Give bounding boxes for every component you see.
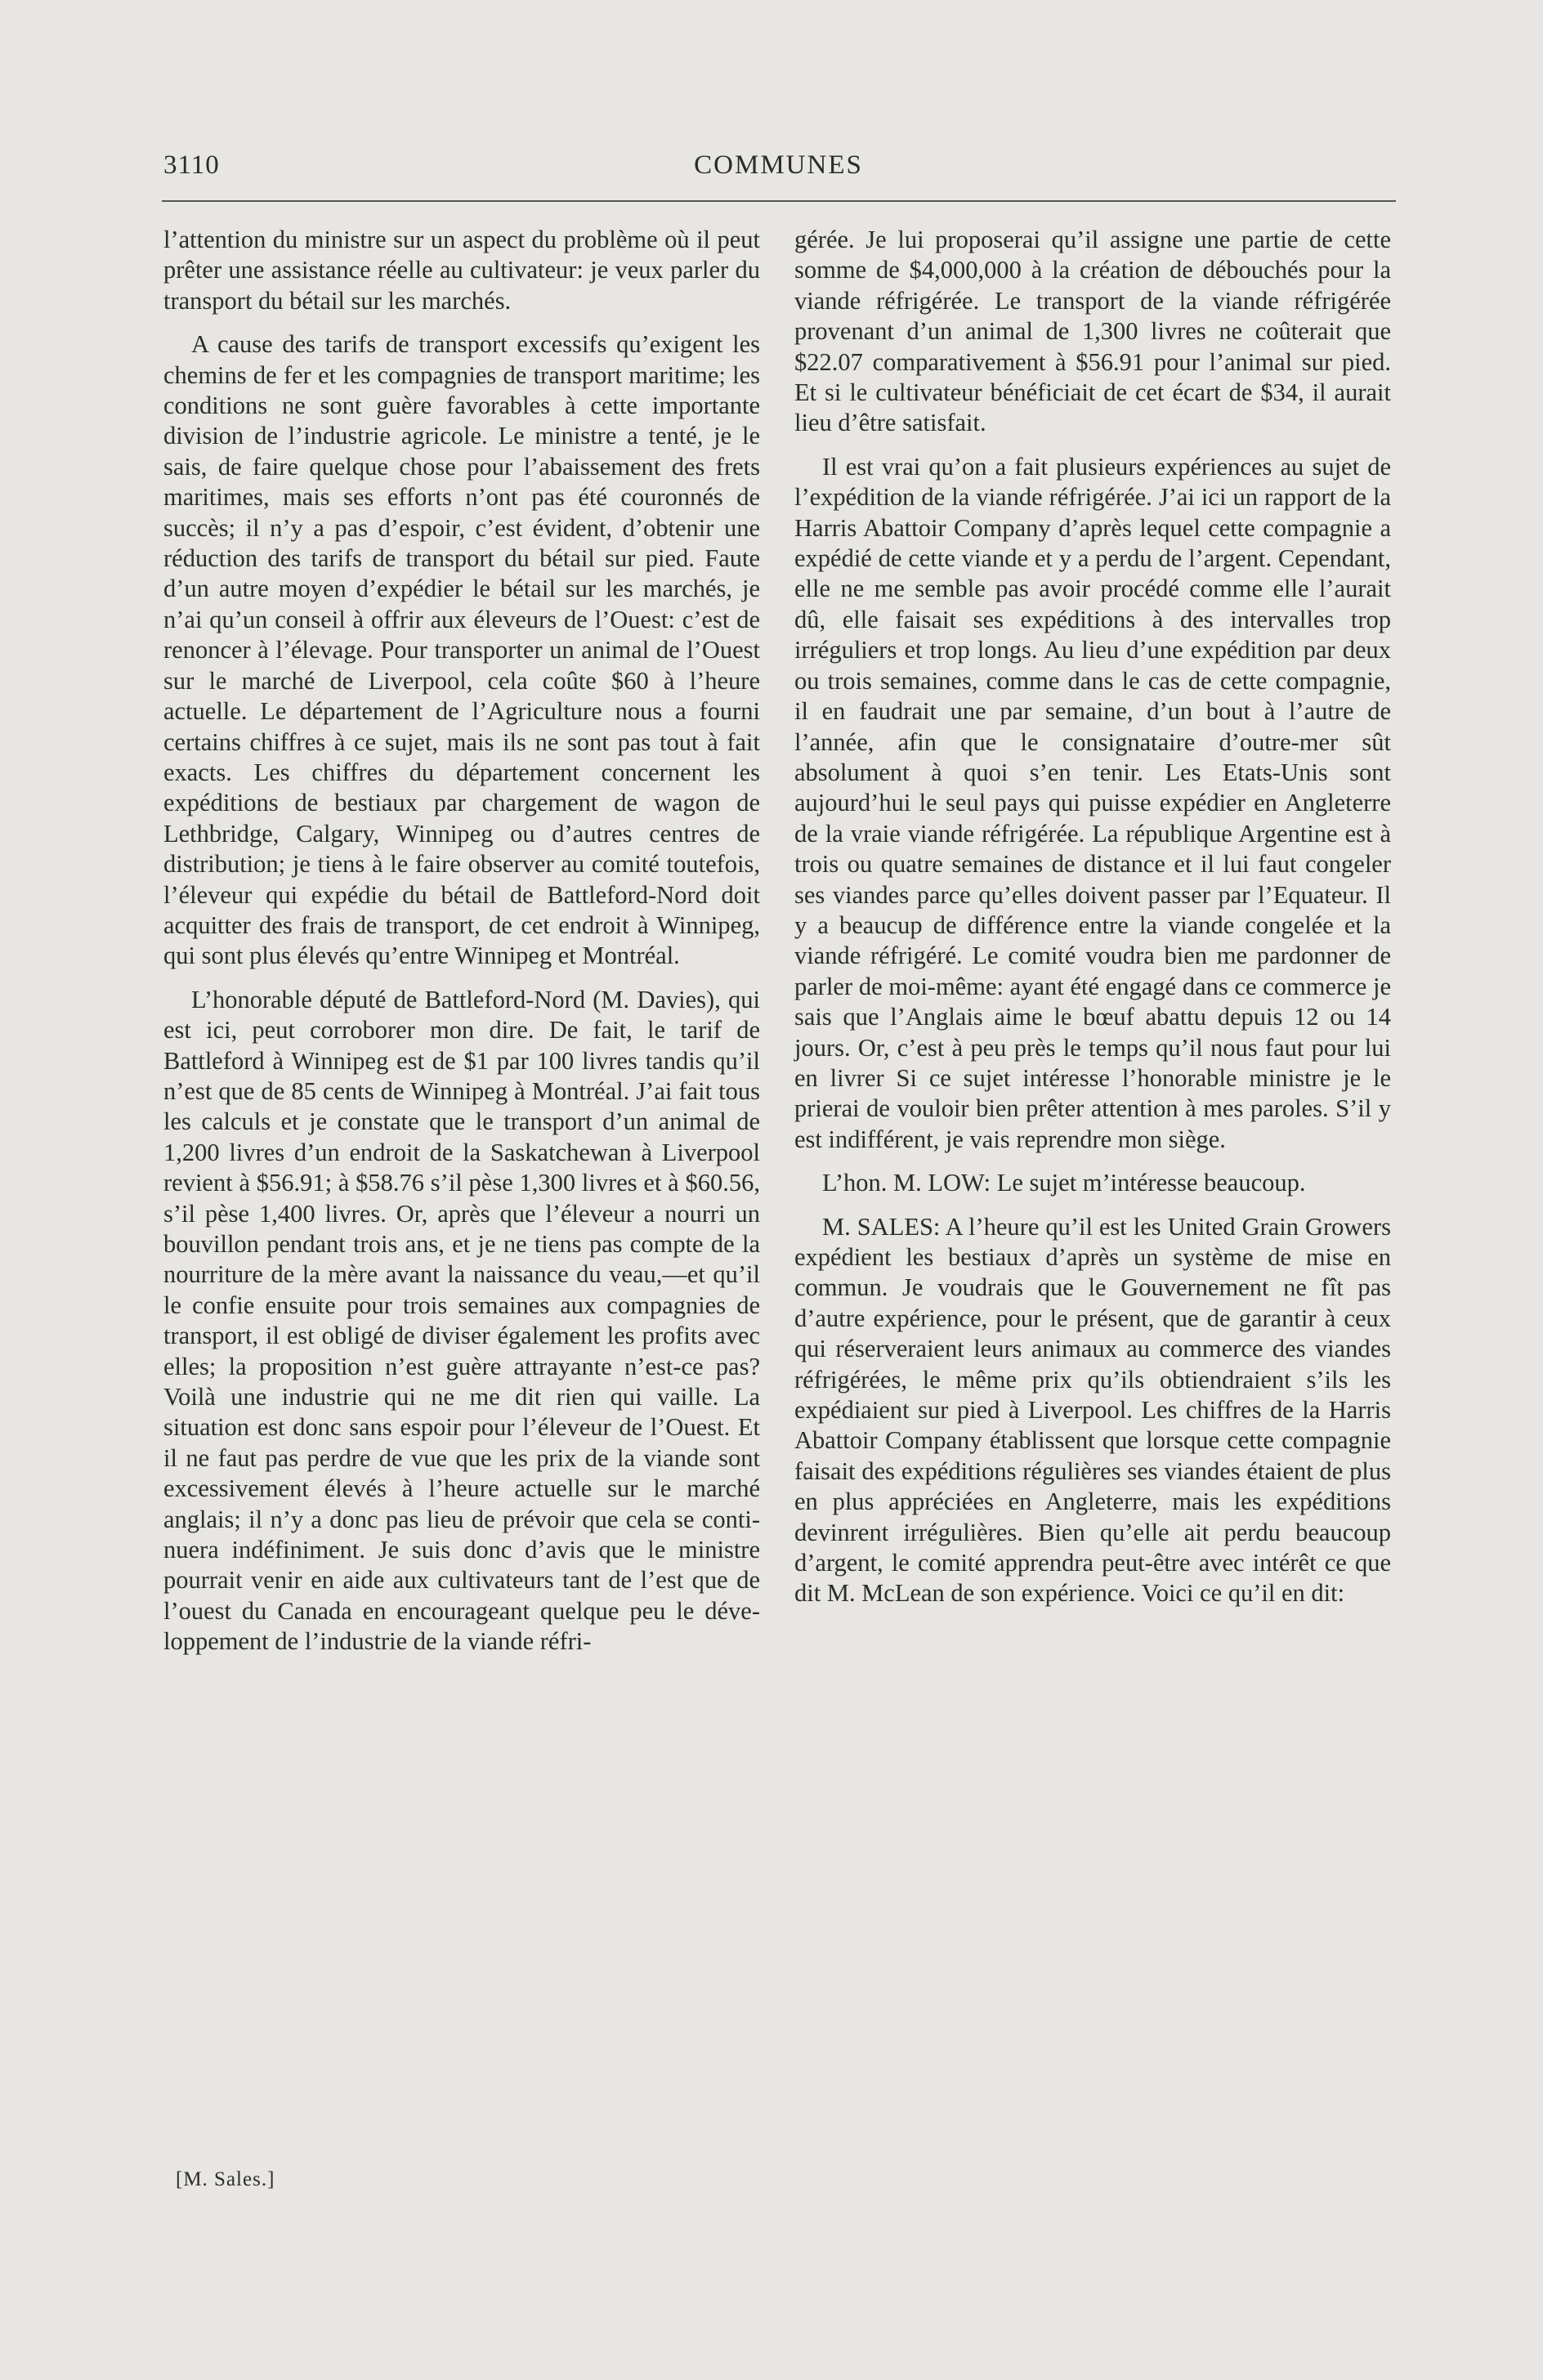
speech-low: L’hon. M. LOW: Le sujet m’intéresse beaucoup. — [822, 1169, 1306, 1197]
left-column — [163, 225, 760, 1671]
paragraph: Il est vrai qu’on a fait plusieurs expériences au sujet de l’expédition de la viande réfrigérée. J’ai ici un rapport de la Harris Abattoir Company d’après lequel cette compagnie a expédié de cette viande et y a perdu de l’argent. Cependant, elle ne me semble pas avoir procédé comme elle l’aurait dû, elle faisait ses expéditions à des intervalles trop irréguliers et trop longs. Au lieu d’une expédition par deux ou trois semaines, comme dans le cas de cette compagnie, il en faudrait une par semaine, d’un bout à l’autre de l’année, afin que le consignataire d’outre-mer sût absolument à quoi s’en tenir. Les Etats-Unis sont aujourd’hui le seul pays qui puisse expédier en Angleterre de la vraie viande réfrigérée. La république Argentine est à trois ou quatre semaines de distance et il lui faut congeler ses viandes parce qu’elles doivent passer par l’Equateur. Il y a beaucup de différence entre la viande congelée et la viande réfrigéré. Le comité voudra bien me pardonner de parler de moi-même: ayant été engagé dans ce commerce je sais que l’Anglais aime le bœuf abattu depuis 12 ou 14 jours. Or, c’est à peu près le temps qu’il nous faut pour lui en livrer Si ce sujet intéresse l’honorable ministre je le prierai de vouloir bien prêter attention à mes paroles. S’il y est indifférent, je vais reprendre mon siège. — [794, 452, 1391, 1153]
page-header — [163, 150, 1393, 191]
paragraph: gérée. Je lui proposerai qu’il assigne une partie de cette somme de $4,000,000 à la création de débouchés pour la viande réfrigérée. Le transport de la viande réfrigérée provenant d’un animal de 1,300 livres ne coûterait que $22.07 comparativement à $56.91 pour l’animal sur pied. Et si le cultivateur bénéficiait de cet écart de $34, il aurait lieu d’être satisfait. — [794, 226, 1391, 437]
header-rule — [162, 200, 1396, 202]
right-column — [794, 225, 1391, 1622]
page-number: 3110 — [163, 150, 220, 180]
paragraph: l’attention du ministre sur un aspect du problème où il peut prêter une assistance réelle au cultivateur: je veux parler du transport du bétail sur les marchés. — [163, 226, 760, 315]
paragraph: A cause des tarifs de transport excessifs qu’exigent les chemins de fer et les compagnies de transport maritime; les conditions ne sont guère favorables à cette importante division de l’industrie agricole. Le ministre a tenté, je le sais, de faire quelque chose pour l’abaissement des frets maritimes, mais ses efforts n’ont pas été couronnés de succès; il n’y a pas d’espoir, c’est évident, d’obtenir une réduction des tarifs de transport du bétail sur pied. Faute d’un autre moyen d’expédier le bétail sur les marchés, je n’ai qu’un conseil à offrir aux éleveurs de l’Ouest: c’est de renoncer à l’élevage. Pour transporter un animal de l’Ouest sur le marché de Liverpool, cela coûte $60 à l’heure actuelle. Le département de l’Agriculture nous a fourni certains chiffres à ce sujet, mais ils ne sont pas tout à fait exacts. Les chiffres du département concernent les expéditions de bestiaux par chargement de wagon de Lethbridge, Calgary, Winnipeg ou d’autres centres de distribution; je tiens à le faire observer au comité toutefois, l’éleveur qui expédie du bétail de Battleford-Nord doit acquitter des frais de transport, de cet endroit à Winnipeg, qui sont plus élevés qu’entre Winnipeg et Montréal. — [163, 330, 760, 970]
speaker-footer-tag: [M. Sales.] — [176, 2168, 275, 2190]
running-head: COMMUNES — [694, 150, 863, 180]
paragraph: L’honorable député de Battleford-Nord (M. Davies), qui est ici, peut corroborer mon dire. De fait, le tarif de Battleford à Winnipeg est de $1 par 100 livres tandis qu’il n’est que de 85 cents de Winnipeg à Montréal. J’ai fait tous les calculs et je constate que le transport d’un animal de 1,200 livres d’un endroit de la Saskatchewan à Liverpool revient à $56.91; à $58.76 s’il pèse 1,300 livres et à $60.56, s’il pèse 1,400 livres. Or, après que l’éleveur a nourri un bouvillon pendant trois ans, et je ne tiens pas compte de la nourriture de la mère avant la naissance du veau,—et qu’il le confie ensuite pour trois semaines aux compagnies de transport, il est obligé de diviser également les profits avec elles; la proposition n’est guère attrayante n’est-ce pas? Voilà une industrie qui ne me dit rien qui vaille. La situation est donc sans espoir pour l’éleveur de l’Ouest. Et il ne faut pas perdre de vue que les prix de la viande sont excessivement élevés à l’heure actuelle sur le marché anglais; il n’y a donc pas lieu de prévoir que cela se continuera indéfiniment. Je suis donc d’avis que le ministre pourrait venir en aide aux cultivateurs tant de l’est que de l’ouest du Canada en encourageant quelque peu le développement de l’industrie de la viande réfri- — [163, 985, 760, 1656]
speech-sales: M. SALES: A l’heure qu’il est les United Grain Growers expédient les bestiaux d’après un système de mise en commun. Je voudrais que le Gouvernement ne fît pas d’autre expérience, pour le présent, que de garantir à ceux qui réserveraient leurs animaux au commerce des viandes réfrigérées, le même prix qu’ils obtiendraient s’ils les expédiaient sur pied à Liverpool. Les chiffres de la Harris Abattoir Company établissent que lorsque cette compagnie faisait des expéditions régulières ses viandes étaient de plus en plus appréciées en Angleterre, mais les expéditions devinrent irrégulières. Bien qu’elle ait perdu beaucoup d’argent, le comité apprendra peut-être avec intérêt ce que dit M. McLean de son expérience. Voici ce qu’il en dit: — [794, 1212, 1391, 1608]
